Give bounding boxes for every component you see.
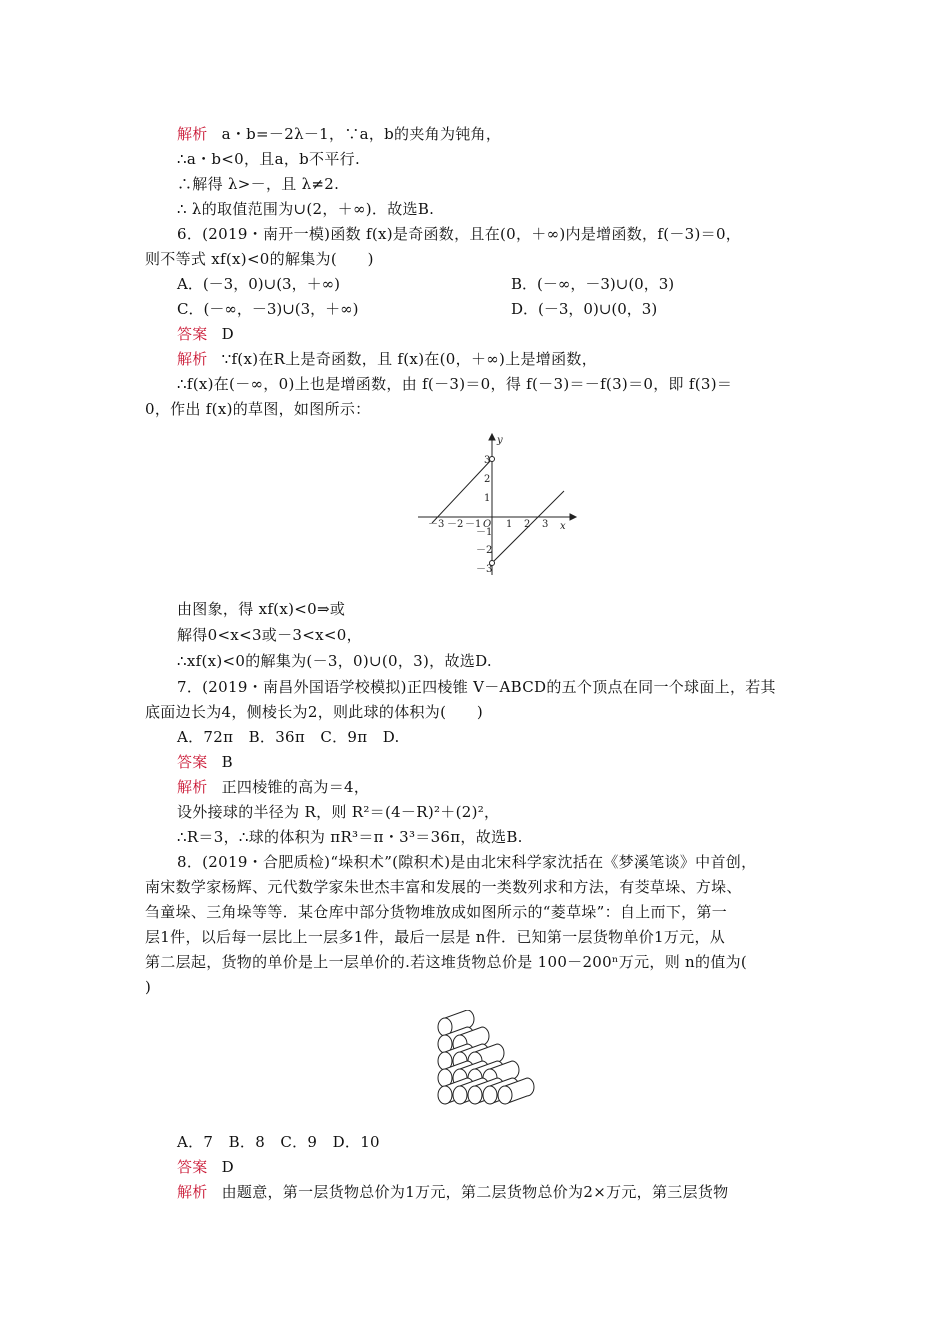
left-branch-line	[432, 459, 492, 523]
q8-analysis-line-1: 解析 由题意，第一层货物总价为1万元，第二层货物总价为2×万元，第三层货物	[177, 1183, 729, 1201]
q7-answer: 答案 B	[177, 753, 233, 771]
analysis-tag: 解析	[177, 778, 208, 796]
answer-tag: 答案	[177, 325, 208, 343]
q6-analysis-line-3: 0，作出 f(x)的草图，如图所示：	[145, 400, 371, 418]
q7-stem-line-1: 7．(2019・南昌外国语学校模拟)正四棱锥 V－ABCD的五个顶点在同一个球面上，若其	[177, 678, 776, 696]
y-tick-label: －1	[476, 527, 493, 538]
q8-answer: 答案 D	[177, 1158, 234, 1176]
answer-tag: 答案	[177, 1158, 208, 1176]
y-label: y	[497, 435, 503, 446]
y-tick-label: 3	[484, 455, 491, 466]
q8-stem-line-1: 8．(2019・合肥质检)“垛积术”(隙积术)是由北宋科学家沈括在《梦溪笔谈》中首创，	[177, 853, 757, 871]
q7-analysis-line-1: 解析 正四棱锥的高为＝4，	[177, 778, 370, 796]
q6-option-b: B．(－∞，－3)∪(0，3)	[511, 275, 675, 293]
origin-label: O	[483, 519, 492, 530]
q5-analysis-line-1: 解析 a・b=－2λ－1，∵a，b的夹角为钝角，	[177, 125, 502, 143]
x-tick-label: 2	[524, 519, 531, 530]
q6-stem-line-2: 则不等式 xf(x)<0的解集为( )	[145, 250, 374, 268]
q7-stem-line-2: 底面边长为4，侧棱长为2，则此球的体积为( )	[145, 703, 483, 721]
q8-stem-line-2: 南宋数学家杨辉、元代数学家朱世杰丰富和发展的一类数列求和方法，有茭草垛、方垛、	[145, 878, 742, 896]
q5-analysis-line-3: ∴解得 λ>－，且 λ≠2.	[177, 175, 340, 193]
q6-option-d: D．(－3，0)∪(0，3)	[511, 300, 658, 318]
q5-analysis-line-2: ∴a・b<0，且a，b不平行.	[177, 150, 361, 168]
q7-analysis-line-2: 设外接球的半径为 R，则 R²＝(4－R)²＋(2)²，	[177, 803, 500, 821]
y-tick-label: －3	[476, 564, 493, 575]
y-tick-label: 2	[484, 474, 491, 485]
q6-after-line-3: ∴xf(x)<0的解集为(－3，0)∪(0，3)，故选D.	[177, 652, 492, 670]
q8-options: A．7 B．8 C．9 D．10	[177, 1133, 380, 1151]
q6-stem-line-1: 6．(2019・南开一模)函数 f(x)是奇函数，且在(0，＋∞)内是增函数，f(－3)＝0，	[177, 225, 742, 243]
q8-stem-line-4: 层1件，以后每一层比上一层多1件，最后一层是 n件．已知第一层货物单价1万元，从	[145, 928, 726, 946]
q7-options: A．72π B．36π C．9π D.	[177, 728, 400, 746]
q5-analysis-line-4: ∴ λ的取值范围为∪(2，＋∞)．故选B.	[177, 200, 435, 218]
x-tick-label: －1	[465, 519, 482, 530]
analysis-tag: 解析	[177, 1183, 208, 1201]
x-tick-label: －2	[447, 519, 464, 530]
q8-stem-line-6: )	[145, 978, 152, 996]
q6-option-c: C．(－∞，－3)∪(3，＋∞)	[177, 300, 359, 318]
q8-stem-line-3: 刍童垛、三角垛等等．某仓库中部分货物堆放成如图所示的“菱草垛”：自上而下，第一	[145, 903, 728, 921]
q6-after-line-2: 解得0<x<3或－3<x<0，	[177, 626, 362, 644]
stacked-logs-figure	[435, 1010, 545, 1120]
q6-after-line-1: 由图象，得 xf(x)<0⇒或	[177, 600, 346, 618]
x-tick-label: 3	[542, 519, 549, 530]
y-tick-label: －2	[476, 545, 493, 556]
x-tick-label: －3	[428, 519, 445, 530]
x-axis-arrow	[570, 514, 576, 520]
q6-analysis-line-1: 解析 ∵f(x)在R上是奇函数，且 f(x)在(0，＋∞)上是增函数，	[177, 350, 597, 368]
y-axis-arrow	[489, 434, 495, 440]
x-tick-label: 1	[506, 519, 513, 530]
analysis-tag: 解析	[177, 350, 208, 368]
q6-option-a: A．(－3，0)∪(3，＋∞)	[177, 275, 340, 293]
q8-stem-line-5: 第二层起，货物的单价是上一层单价的.若这堆货物总价是 100－200ⁿ万元，则 n的值为(	[145, 953, 748, 971]
q6-answer: 答案 D	[177, 325, 234, 343]
answer-tag: 答案	[177, 753, 208, 771]
x-label: x	[560, 521, 566, 532]
y-tick-label: 1	[484, 493, 491, 504]
q6-analysis-line-2: ∴f(x)在(－∞，0)上也是增函数，由 f(－3)＝0，得 f(－3)＝－f(3)＝0，即 f(3)＝	[177, 375, 733, 393]
q7-analysis-line-3: ∴R＝3，∴球的体积为 πR³＝π・3³＝36π，故选B.	[177, 828, 523, 846]
function-graph	[410, 430, 580, 580]
analysis-tag: 解析	[177, 125, 208, 143]
